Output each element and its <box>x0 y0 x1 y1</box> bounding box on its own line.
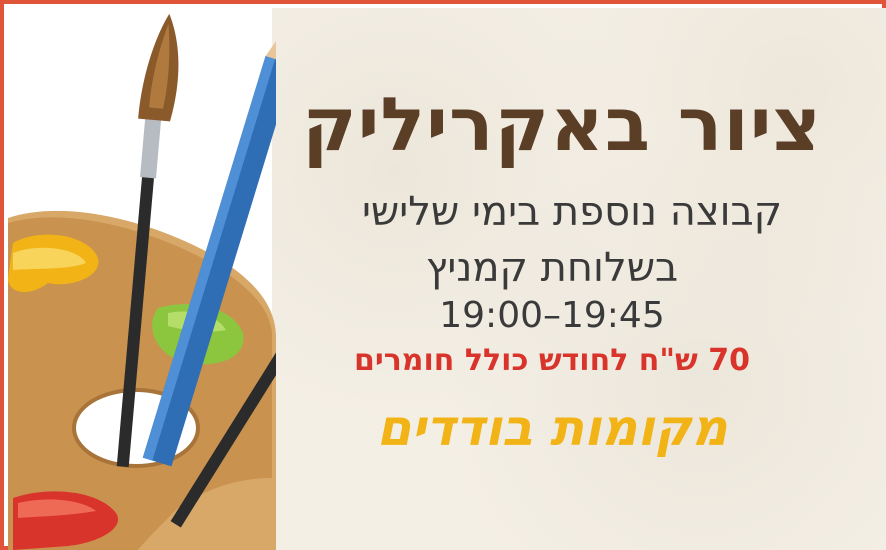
session-time: 19:00–19:45 <box>439 295 665 336</box>
price-text: 70 ש"ח לחודש כולל חומרים <box>354 343 750 378</box>
paint-palette-brushes-pencil-icon <box>8 8 276 550</box>
flyer-text-area <box>272 8 886 550</box>
subtitle-line-2: בשלוחת קמניץ <box>425 245 679 291</box>
flyer-title: ציור באקריליק <box>302 82 822 168</box>
availability-text: מקומות בודדים <box>376 399 728 457</box>
palette-illustration <box>8 8 276 550</box>
subtitle-line-1: קבוצה נוספת בימי שלישי <box>361 189 783 235</box>
